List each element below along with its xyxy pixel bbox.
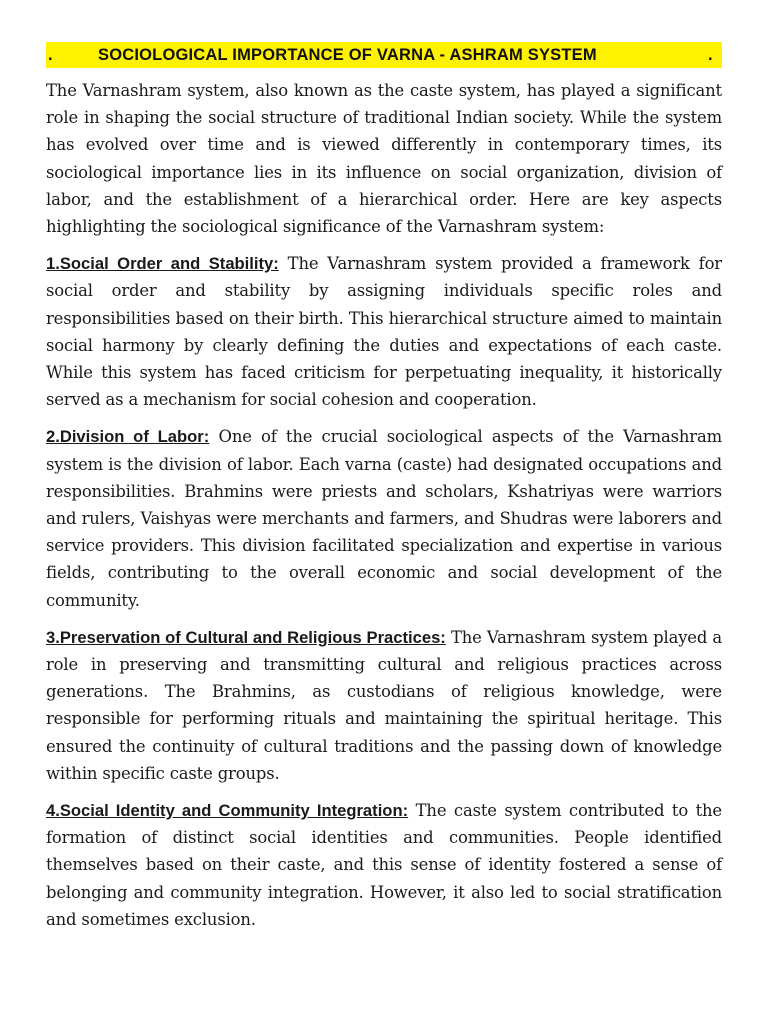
- section-3-heading: 3.Preservation of Cultural and Religious Practices:: [46, 627, 446, 647]
- section-2-heading: 2.Division of Labor:: [46, 427, 210, 447]
- intro-paragraph: The Varnashram system, also known as the caste system, has played a significant role in shaping the social structure of traditional Indian society. While the system has evolved over time and is viewed differently in contemporary times, its sociological importance lies in its influence on social organization, division of labor, and the establishment of a hierarchical order. Here are key aspects highlighting the sociological significance of the Varnashram system:: [46, 81, 722, 237]
- section-3-body: The Varnashram system played a role in preserving and transmitting cultural and religious practices across generations. The Brahmins, as custodians of religious knowledge, were responsible for performing rituals and maintaining the spiritual heritage. This ensured the continuity of cultural traditions and the passing down of knowledge within specific caste groups.: [46, 627, 722, 783]
- section-4-body: The caste system contributed to the formation of distinct social identities and communities. People identified themselves based on their caste, and this sense of identity fostered a sense of belonging and community integration. However, it also led to social stratification and sometimes exclusion.: [46, 801, 722, 929]
- title-bullet-right: .: [708, 45, 713, 64]
- section-2-paragraph: [46, 423, 722, 613]
- section-1-heading: 1.Social Order and Stability:: [46, 254, 279, 274]
- section-4-heading: 4.Social Identity and Community Integration:: [46, 801, 409, 821]
- document-page: [46, 42, 722, 943]
- title-bullet-left: .: [48, 45, 53, 64]
- section-3-paragraph: [46, 624, 722, 787]
- section-4-paragraph: [46, 797, 722, 933]
- title-banner: [46, 42, 722, 68]
- page-title: SOCIOLOGICAL IMPORTANCE OF VARNA - ASHRAM SYSTEM: [98, 45, 597, 64]
- section-2-body: One of the crucial sociological aspects of the Varnashram system is the division of labor. Each varna (caste) had designated occupations and responsibilities. Brahmins were priests and scholars, Kshatriyas were warriors and rulers, Vaishyas were merchants and farmers, and Shudras were laborers and service providers. This division facilitated specialization and expertise in various fields, contributing to the overall economic and social development of the community.: [46, 427, 722, 610]
- section-1-paragraph: [46, 250, 722, 413]
- section-1-body: The Varnashram system provided a framework for social order and stability by assigning individuals specific roles and responsibilities based on their birth. This hierarchical structure aimed to maintain social harmony by clearly defining the duties and expectations of each caste. While this system has faced criticism for perpetuating inequality, it historically served as a mechanism for social cohesion and cooperation.: [46, 254, 722, 410]
